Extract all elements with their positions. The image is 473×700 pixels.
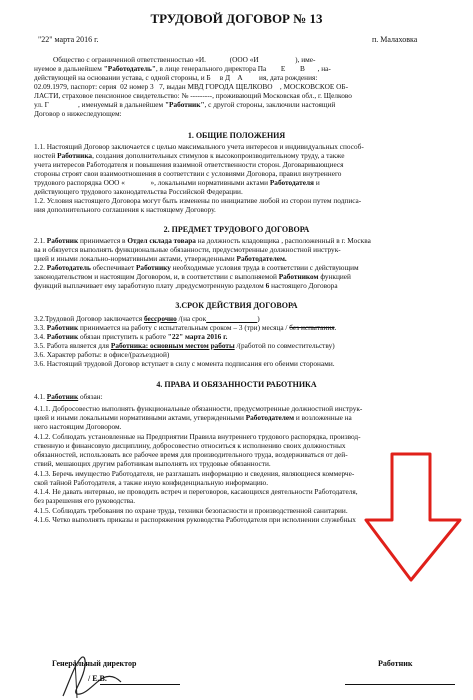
director-label: Генеральный директор	[52, 659, 137, 668]
director-signature	[55, 652, 125, 700]
doc-date: "22" марта 2016 г.	[38, 35, 99, 44]
section-2-title: 2. ПРЕДМЕТ ТРУДОВОГО ДОГОВОРА	[163, 225, 310, 234]
section-1-title: 1. ОБЩИЕ ПОЛОЖЕНИЯ	[187, 131, 286, 140]
red-arrow-icon	[360, 450, 470, 590]
section-3-title: 3.СРОК ДЕЙСТВИЯ ДОГОВОРА	[175, 301, 298, 310]
worker-signature-line	[345, 684, 455, 685]
director-name: / Е.В.	[88, 674, 107, 683]
doc-title: ТРУДОВОЙ ДОГОВОР № 13	[150, 11, 323, 26]
worker-label: Работник	[378, 659, 413, 668]
contract-page: ТРУДОВОЙ ДОГОВОР № 13 "22" марта 2016 г. п. Малаховка Общество с ограниченной ответственностью «И. (ООО «И ), име- нуемое в дальнейшем "Работодатель", в лице генерального директора Па Е В , на- действующей на основании устава, с одной стороны, и Б в Д А ия, дата рождения: 02.09.1979, паспорт: серия 02 номер 3 7, выдан МВД ГОРОДА ЩЕЛКОВО , МОСКОВСКОЕ ОБ- ЛАСТИ, страховое пенсионное свидетельство: № ---------, проживающий Московская обл., г. Щелково ул. Г , именуемый в дальнейшем "Работник", с другой стороны, заключили настоящий Договор о нижеследующем: 1. ОБЩИЕ ПОЛОЖЕНИЯ 1.1. Настоящий Договор заключается с целью максимального учета интересов и индивидуальных способ- ностей Работника, создания дополнительных стимулов к высокопроизводительному труду, а также учета интересов Работодателя и повышения взаимной ответственности сторон. Договаривающиеся стороны строят свои взаимоотношения в соответствии с условиями Договора, правил внутреннего трудового распорядка ООО « », локальными нормативными актами Работодателя и действующего трудового законодательства Российской Федерации. 1.2. Условия настоящего Договора могут быть изменены по инициативе любой из сторон путем подписа- ния дополнительного соглашения к настоящему Договору. 2. ПРЕДМЕТ ТРУДОВОГО ДОГОВОРА 2.1. Работник принимается в Отдел склада товара на должность кладовщика , расположенный в г. Москва ва и обязуется выполнять функциональные обязанности, предусмотренные должностной инструк- цией и иными локально-нормативными актами, утвержденными Работодателем. 2.2. Работодатель обеспечивает Работнику необходимые условия труда в соответствии с действующим законодательством и настоящим Договором, и, в соответствии с выполняемой Работником функцией функций выплачивает ему заработную плату ,предусмотренную разделом 6 настоящего Договора 3.СРОК ДЕЙСТВИЯ ДОГОВОРА 3.2.Трудовой Договор заключается бессрочно /(на срок ) 3.3. Работник принимается на работу с испытательным сроком – 3 (три) месяца / без испытания. 3.4. Работник обязан приступить к работе "22" марта 2016 г. 3.5. Работа является для Работника: основным местом работы /(работой по совместительству) 3.6. Характер работы: в офисе/(разъездной) 3.6. Настоящий трудовой Договор вступает в силу с момента подписания его обеими сторонами. 4. ПРАВА И ОБЯЗАННОСТИ РАБОТНИКА 4.1. Работник обязан: 4.1.1. Добросовестно выполнять функциональные обязанности, предусмотренные должностной инструк- цией и иными локальными нормативными актами, утвержденными Работодателем и возложенные на него настоящим Договором. 4.1.2. Соблюдать установленные на Предприятии Правила внутреннего трудового распорядка, производ- ственную и финансовую дисциплину, добросовестно относиться к исполнению своих должностных обязанностей, использовать все рабочее время для производительного труда, воздерживаться от дей- ствий, мешающих другим работникам выполнять их трудовые обязанности. 4.1.3. Беречь имущество Работодателя, не разглашать информацию и сведения, являющиеся коммерче- ской тайной Работодателя, а также иную конфиденциальную информацию. 4.1.4. Не давать интервью, не проводить встреч и переговоров, касающихся деятельности Работодателя, без разрешения его руководства. 4.1.5. Соблюдать требования по охране труда, техники безопасности и производственной санитарии. 4.1.6. Четко выполнять приказы и распоряжения руководства Работодателя при исполнении служебных Генеральный директор / Е.В. Работник	[0, 0, 473, 700]
doc-city: п. Малаховка	[372, 35, 418, 44]
section-4-title: 4. ПРАВА И ОБЯЗАННОСТИ РАБОТНИКА	[156, 380, 317, 389]
